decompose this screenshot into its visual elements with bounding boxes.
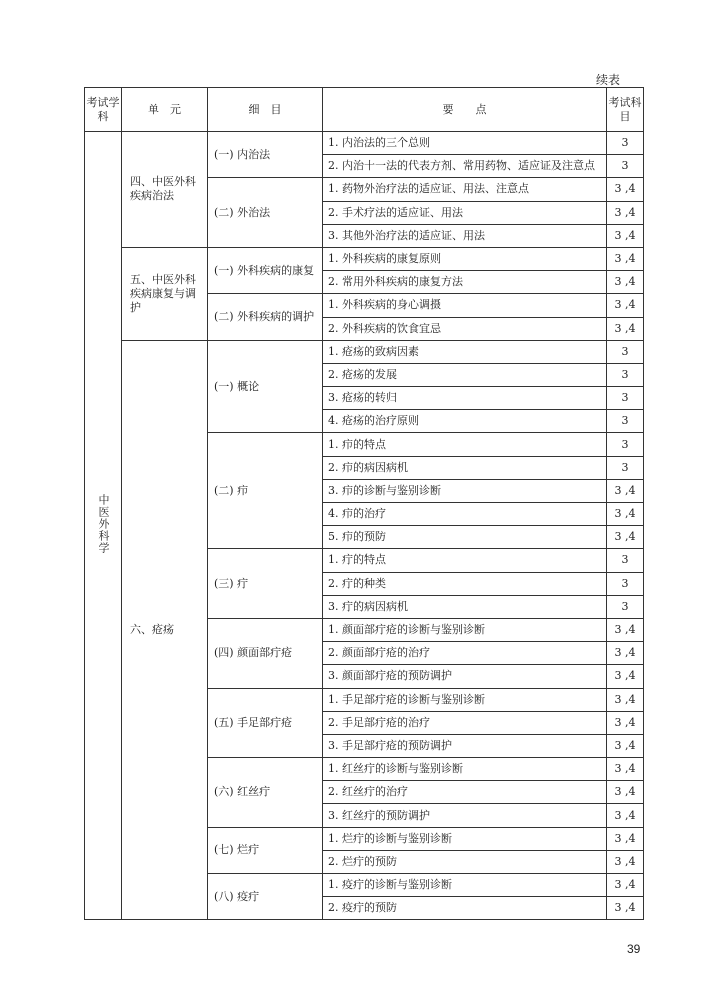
level-cell: 3 ,4 bbox=[607, 178, 644, 201]
point-cell: 1. 疖的特点 bbox=[323, 433, 607, 456]
item-cell: (二) 疖 bbox=[208, 433, 323, 549]
level-cell: 3 ,4 bbox=[607, 618, 644, 641]
item-cell: (六) 红丝疔 bbox=[208, 758, 323, 828]
level-cell: 3 bbox=[607, 410, 644, 433]
point-cell: 2. 疫疔的预防 bbox=[323, 897, 607, 920]
point-cell: 1. 颜面部疔疮的诊断与鉴别诊断 bbox=[323, 618, 607, 641]
continued-label: 续表 bbox=[596, 73, 621, 87]
subject-cell bbox=[85, 132, 122, 920]
point-cell: 2. 内治十一法的代表方剂、常用药物、适应证及注意点 bbox=[323, 155, 607, 178]
level-cell: 3 bbox=[607, 387, 644, 410]
point-cell: 2. 烂疔的预防 bbox=[323, 850, 607, 873]
point-cell: 4. 疖的治疗 bbox=[323, 503, 607, 526]
item-cell: (二) 外治法 bbox=[208, 178, 323, 248]
point-cell: 1. 疔的特点 bbox=[323, 549, 607, 572]
subject-label: 中医外科学 bbox=[97, 493, 110, 554]
point-cell: 2. 疔的种类 bbox=[323, 572, 607, 595]
level-cell: 3 bbox=[607, 363, 644, 386]
level-cell: 3 bbox=[607, 572, 644, 595]
item-cell: (一) 外科疾病的康复 bbox=[208, 247, 323, 293]
point-cell: 1. 疫疔的诊断与鉴别诊断 bbox=[323, 874, 607, 897]
level-cell: 3 bbox=[607, 456, 644, 479]
point-cell: 1. 疮疡的致病因素 bbox=[323, 340, 607, 363]
point-cell: 2. 手足部疔疮的治疗 bbox=[323, 711, 607, 734]
table-row bbox=[85, 340, 644, 363]
point-cell: 2. 红丝疔的治疗 bbox=[323, 781, 607, 804]
point-cell: 1. 红丝疔的诊断与鉴别诊断 bbox=[323, 758, 607, 781]
level-cell: 3 ,4 bbox=[607, 526, 644, 549]
level-cell: 3 ,4 bbox=[607, 897, 644, 920]
point-cell: 1. 手足部疔疮的诊断与鉴别诊断 bbox=[323, 688, 607, 711]
point-cell: 1. 药物外治疗法的适应证、用法、注意点 bbox=[323, 178, 607, 201]
level-cell: 3 bbox=[607, 340, 644, 363]
table-header-row bbox=[85, 88, 644, 132]
unit-cell: 四、中医外科疾病治法 bbox=[122, 132, 208, 248]
level-cell: 3 ,4 bbox=[607, 758, 644, 781]
level-cell: 3 ,4 bbox=[607, 271, 644, 294]
point-cell: 1. 烂疔的诊断与鉴别诊断 bbox=[323, 827, 607, 850]
point-cell: 3. 疖的诊断与鉴别诊断 bbox=[323, 479, 607, 502]
item-cell: (七) 烂疔 bbox=[208, 827, 323, 873]
point-cell: 3. 疮疡的转归 bbox=[323, 387, 607, 410]
point-cell: 3. 颜面部疔疮的预防调护 bbox=[323, 665, 607, 688]
point-cell: 4. 疮疡的治疗原则 bbox=[323, 410, 607, 433]
point-cell: 2. 疖的病因病机 bbox=[323, 456, 607, 479]
level-cell: 3 bbox=[607, 155, 644, 178]
level-cell: 3 ,4 bbox=[607, 711, 644, 734]
level-cell: 3 bbox=[607, 132, 644, 155]
level-cell: 3 ,4 bbox=[607, 874, 644, 897]
level-cell: 3 ,4 bbox=[607, 642, 644, 665]
level-cell: 3 ,4 bbox=[607, 688, 644, 711]
item-cell: (二) 外科疾病的调护 bbox=[208, 294, 323, 340]
table-row bbox=[85, 247, 644, 270]
point-cell: 2. 疮疡的发展 bbox=[323, 363, 607, 386]
level-cell: 3 ,4 bbox=[607, 850, 644, 873]
item-cell: (五) 手足部疔疮 bbox=[208, 688, 323, 758]
table-row bbox=[85, 132, 644, 155]
level-cell: 3 ,4 bbox=[607, 247, 644, 270]
unit-cell: 六、疮疡 bbox=[122, 340, 208, 920]
header-item: 细 目 bbox=[208, 88, 323, 132]
level-cell: 3 bbox=[607, 433, 644, 456]
point-cell: 3. 疔的病因病机 bbox=[323, 595, 607, 618]
point-cell: 3. 红丝疔的预防调护 bbox=[323, 804, 607, 827]
syllabus-table bbox=[84, 87, 644, 920]
level-cell: 3 ,4 bbox=[607, 201, 644, 224]
point-cell: 3. 其他外治疗法的适应证、用法 bbox=[323, 224, 607, 247]
point-cell: 5. 疖的预防 bbox=[323, 526, 607, 549]
level-cell: 3 ,4 bbox=[607, 479, 644, 502]
level-cell: 3 ,4 bbox=[607, 665, 644, 688]
level-cell: 3 bbox=[607, 595, 644, 618]
point-cell: 1. 外科疾病的康复原则 bbox=[323, 247, 607, 270]
item-cell: (三) 疔 bbox=[208, 549, 323, 619]
header-subject: 考试学科 bbox=[85, 88, 122, 132]
level-cell: 3 bbox=[607, 549, 644, 572]
point-cell: 3. 手足部疔疮的预防调护 bbox=[323, 734, 607, 757]
item-cell: (一) 内治法 bbox=[208, 132, 323, 178]
point-cell: 1. 内治法的三个总则 bbox=[323, 132, 607, 155]
level-cell: 3 ,4 bbox=[607, 734, 644, 757]
level-cell: 3 ,4 bbox=[607, 781, 644, 804]
level-cell: 3 ,4 bbox=[607, 503, 644, 526]
level-cell: 3 ,4 bbox=[607, 317, 644, 340]
level-cell: 3 ,4 bbox=[607, 294, 644, 317]
level-cell: 3 ,4 bbox=[607, 827, 644, 850]
point-cell: 2. 手术疗法的适应证、用法 bbox=[323, 201, 607, 224]
point-cell: 2. 外科疾病的饮食宜忌 bbox=[323, 317, 607, 340]
page-number: 39 bbox=[627, 942, 641, 956]
point-cell: 1. 外科疾病的身心调摄 bbox=[323, 294, 607, 317]
level-cell: 3 ,4 bbox=[607, 224, 644, 247]
item-cell: (四) 颜面部疔疮 bbox=[208, 618, 323, 688]
header-level: 考试科目 bbox=[607, 88, 644, 132]
header-unit: 单 元 bbox=[122, 88, 208, 132]
point-cell: 2. 颜面部疔疮的治疗 bbox=[323, 642, 607, 665]
header-points: 要 点 bbox=[323, 88, 607, 132]
level-cell: 3 ,4 bbox=[607, 804, 644, 827]
item-cell: (八) 疫疔 bbox=[208, 874, 323, 920]
item-cell: (一) 概论 bbox=[208, 340, 323, 433]
point-cell: 2. 常用外科疾病的康复方法 bbox=[323, 271, 607, 294]
unit-cell: 五、中医外科疾病康复与调护 bbox=[122, 247, 208, 340]
